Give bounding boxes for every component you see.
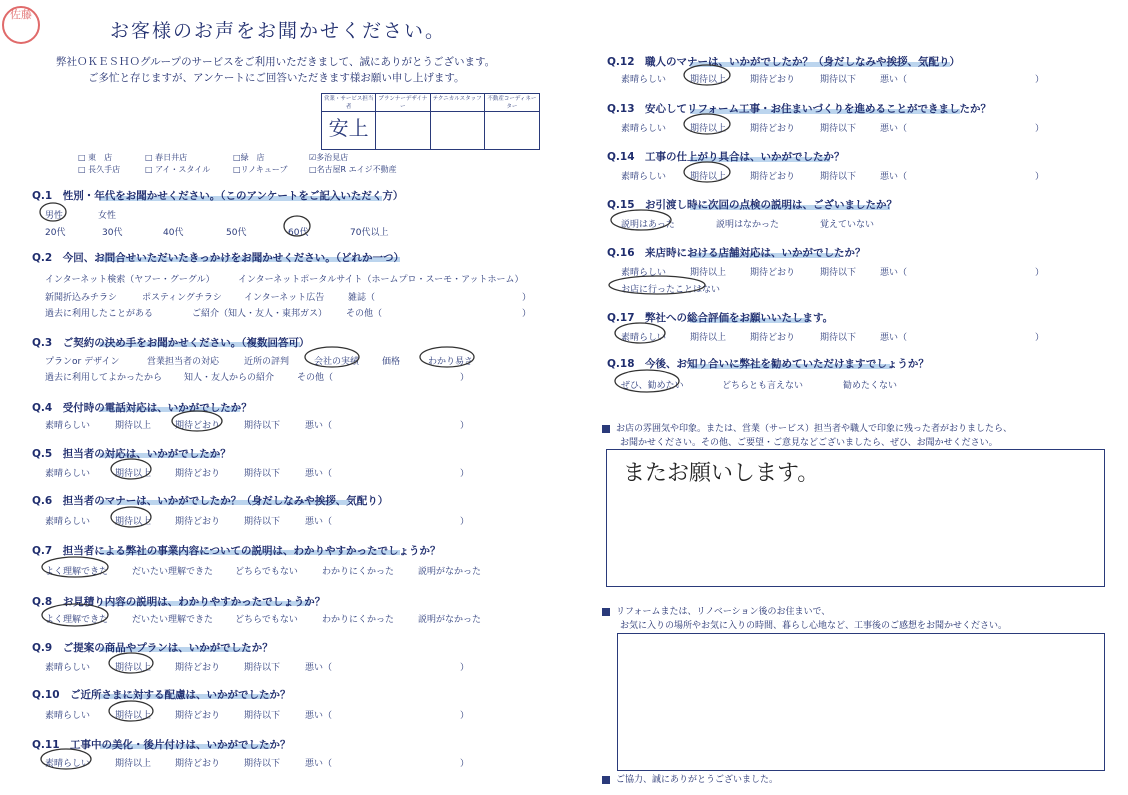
- circle-q12-above: [684, 65, 730, 85]
- q13-rating-bad[interactable]: 悪い（: [880, 124, 908, 134]
- question-4: Q.4 受付時の電話対応は、いかがでしたか？: [32, 402, 252, 414]
- staff-header-realestate: 不動産コーディネーター: [485, 94, 539, 112]
- q8-option-neutral[interactable]: どちらでもない: [235, 615, 298, 625]
- q11-rating-bad[interactable]: 悪い（: [305, 759, 333, 769]
- q5-rating-excellent[interactable]: 素晴らしい: [45, 469, 91, 479]
- question-2: Q.2 今回、お問合せいただいたきっかけをお聞かせください。（どれか一つ）: [32, 252, 404, 264]
- q9-rating-above[interactable]: 期待以上: [115, 663, 152, 673]
- q9-rating-bad[interactable]: 悪い（: [305, 663, 333, 673]
- store-checkbox-2[interactable]: □ 春日井店: [145, 153, 188, 162]
- circle-q7-understood: [42, 557, 108, 577]
- q15-option-yes[interactable]: 説明はあった: [621, 220, 675, 230]
- circle-q3-track-record: [305, 347, 359, 367]
- q6-rating-bad[interactable]: 悪い（: [305, 517, 333, 527]
- closing-message: ご協力、誠にありがとうございました。: [602, 772, 778, 785]
- q16-rating-excellent[interactable]: 素晴らしい: [621, 268, 667, 278]
- q9-rating-excellent[interactable]: 素晴らしい: [45, 663, 91, 673]
- q3-option-other[interactable]: その他（: [297, 373, 334, 383]
- q3-option-track-record[interactable]: 会社の実績: [314, 357, 360, 367]
- q11-rating-excellent[interactable]: 素晴らしい: [45, 759, 91, 769]
- q17-rating-below[interactable]: 期待以下: [820, 333, 857, 343]
- q6-bad-close: ）: [460, 517, 470, 527]
- q16-bad-close: ）: [1035, 268, 1045, 278]
- circle-q10-above: [109, 701, 153, 721]
- q13-rating-excellent[interactable]: 素晴らしい: [621, 124, 667, 134]
- intro-line-2: ご多忙と存じますが、アンケートにご回答いただきます様お願い申し上げます。: [88, 72, 465, 84]
- question-17: Q.17 弊社への総合評価をお願いいたします。: [607, 312, 834, 324]
- staff-header-planner: プランナーデザイナー: [376, 94, 430, 112]
- q4-rating-excellent[interactable]: 素晴らしい: [45, 421, 91, 431]
- q3-other-close: ）: [460, 373, 470, 383]
- store-checkbox-7[interactable]: □リノキューブ: [233, 165, 288, 174]
- q1-option-male[interactable]: 男性: [45, 211, 64, 221]
- q12-rating-excellent[interactable]: 素晴らしい: [621, 75, 667, 85]
- q2-option-posting[interactable]: ポスティングチラシ: [142, 293, 222, 303]
- q2-magazine-close: ）: [522, 293, 532, 303]
- q13-rating-above[interactable]: 期待以上: [690, 124, 727, 134]
- q1-age-70s[interactable]: 70代以上: [350, 228, 389, 238]
- circle-q3-clarity: [420, 347, 474, 367]
- circle-q6-above: [111, 507, 151, 527]
- circle-q15-yes: [611, 210, 671, 230]
- q14-rating-bad[interactable]: 悪い（: [880, 172, 908, 182]
- q3-option-staff[interactable]: 営業担当者の対応: [147, 357, 220, 367]
- seal-stamp: 佐藤: [2, 6, 40, 44]
- intro-line-1: 弊社ＯＫＥＳＨＯグループのサービスをご利用いただきまして、誠にありがとうございます。: [56, 56, 496, 68]
- q3-option-clarity[interactable]: わかり易さ: [428, 357, 474, 367]
- q1-age-50s[interactable]: 50代: [226, 228, 247, 238]
- q11-bad-close: ）: [460, 759, 470, 769]
- staff-header-sales: 営業・サービス担当者: [322, 94, 376, 112]
- q17-rating-bad[interactable]: 悪い（: [880, 333, 908, 343]
- q10-rating-bad[interactable]: 悪い（: [305, 711, 333, 721]
- comment1-prompt-line-2: お聞かせください。その他、ご要望・ご意見などございましたら、ぜひ、お聞かせください。: [620, 438, 998, 448]
- circle-q5-above: [111, 459, 151, 479]
- store-checkbox-5[interactable]: □ 長久手店: [78, 165, 121, 174]
- q3-option-reputation[interactable]: 近所の評判: [244, 357, 290, 367]
- question-10: Q.10 ご近所さまに対する配慮は、いかがでしたか？: [32, 689, 291, 701]
- circle-q1-60s: [284, 216, 310, 236]
- store-checkbox-8[interactable]: □名古屋R エイジ不動産: [309, 165, 397, 174]
- store-checkbox-4[interactable]: ☑多治見店: [309, 153, 349, 162]
- q10-rating-expected[interactable]: 期待どおり: [175, 711, 221, 721]
- comment2-prompt-line-1: リフォームまたは、リノベーション後のお住まいで、: [602, 604, 830, 617]
- q13-rating-below[interactable]: 期待以下: [820, 124, 857, 134]
- circle-q17-excellent: [615, 323, 665, 343]
- question-14: Q.14 工事の仕上がり具合は、いかがでしたか？: [607, 151, 845, 163]
- q3-option-acquaintance[interactable]: 知人・友人からの紹介: [184, 373, 275, 383]
- q3-option-price[interactable]: 価格: [382, 357, 401, 367]
- question-6: Q.6 担当者のマナーは、いかがでしたか？（身だしなみや挨拶、気配り）: [32, 495, 389, 507]
- q4-rating-expected[interactable]: 期待どおり: [175, 421, 221, 431]
- q11-rating-expected[interactable]: 期待どおり: [175, 759, 221, 769]
- q14-rating-expected[interactable]: 期待どおり: [750, 172, 796, 182]
- comment1-answer: またお願いします。: [623, 461, 820, 486]
- q18-option-neutral[interactable]: どちらとも言えない: [722, 381, 804, 391]
- q10-rating-excellent[interactable]: 素晴らしい: [45, 711, 91, 721]
- q4-rating-bad[interactable]: 悪い（: [305, 421, 333, 431]
- q2-option-past-use[interactable]: 過去に利用したことがある: [45, 309, 154, 319]
- q4-rating-below[interactable]: 期待以下: [244, 421, 281, 431]
- q16-rating-below[interactable]: 期待以下: [820, 268, 857, 278]
- q5-rating-below[interactable]: 期待以下: [244, 469, 281, 479]
- question-15: Q.15 お引渡し時に次回の点検の説明は、ございましたか？: [607, 199, 898, 211]
- circle-q13-above: [684, 114, 730, 134]
- question-12: Q.12 職人のマナーは、いかがでしたか？（身だしなみや挨拶、気配り）: [607, 56, 961, 68]
- circle-q4-expected: [172, 411, 222, 431]
- question-7: Q.7 担当者による弊社の事業内容についての説明は、わかりやすかったでしょうか？: [32, 545, 441, 557]
- q12-rating-above[interactable]: 期待以上: [690, 75, 727, 85]
- staff-value-sales[interactable]: 安上: [322, 112, 376, 149]
- q15-option-dont-remember[interactable]: 覚えていない: [820, 220, 875, 230]
- q8-option-mostly[interactable]: だいたい理解できた: [132, 615, 214, 625]
- q4-rating-above[interactable]: 期待以上: [115, 421, 152, 431]
- q5-bad-close: ）: [460, 469, 470, 479]
- q16-rating-bad[interactable]: 悪い（: [880, 268, 908, 278]
- q7-option-understood[interactable]: よく理解できた: [45, 567, 109, 577]
- q9-bad-close: ）: [460, 663, 470, 673]
- q7-option-none[interactable]: 説明がなかった: [418, 567, 482, 577]
- circle-q14-above: [684, 162, 730, 182]
- q18-option-not-recommend[interactable]: 勧めたくない: [843, 381, 898, 391]
- q10-rating-above[interactable]: 期待以上: [115, 711, 152, 721]
- q17-rating-expected[interactable]: 期待どおり: [750, 333, 796, 343]
- q11-rating-above[interactable]: 期待以上: [115, 759, 152, 769]
- q12-rating-bad[interactable]: 悪い（: [880, 75, 908, 85]
- q7-option-neutral[interactable]: どちらでもない: [235, 567, 298, 577]
- q6-rating-below[interactable]: 期待以下: [244, 517, 281, 527]
- q10-bad-close: ）: [460, 711, 470, 721]
- page-title: お客様のお声をお聞かせください。: [110, 20, 447, 42]
- comment2-prompt-line-2: お気に入りの場所やお気に入りの時間、暮らし心地など、工事後のご感想をお聞かせください。: [620, 621, 1008, 631]
- circle-q11-excellent: [41, 749, 91, 769]
- q16-rating-expected[interactable]: 期待どおり: [750, 268, 796, 278]
- q14-rating-above[interactable]: 期待以上: [690, 172, 727, 182]
- q2-option-magazine[interactable]: 雑誌（: [348, 293, 376, 303]
- store-checkbox-1[interactable]: □ 東 店: [78, 153, 113, 162]
- q3-option-plan[interactable]: プランor デザイン: [45, 357, 120, 367]
- q2-option-other[interactable]: その他（: [346, 309, 383, 319]
- q7-option-unclear[interactable]: わかりにくかった: [322, 567, 395, 577]
- q8-option-unclear[interactable]: わかりにくかった: [322, 615, 395, 625]
- question-8: Q.8 お見積り内容の説明は、わかりやすかったでしょうか？: [32, 596, 326, 608]
- q11-rating-below[interactable]: 期待以下: [244, 759, 281, 769]
- question-3: Q.3 ご契約の決め手をお聞かせください。（複数回答可）: [32, 337, 310, 349]
- q2-option-referral[interactable]: ご紹介（知人・友人・東邦ガス）: [192, 309, 328, 319]
- store-checkbox-6[interactable]: □ アイ・スタイル: [145, 165, 211, 174]
- q2-option-web-ad[interactable]: インターネット広告: [244, 293, 325, 303]
- q2-option-portal[interactable]: インターネットポータルサイト（ホームプロ・スーモ・アットホーム）: [238, 275, 524, 285]
- q1-option-female[interactable]: 女性: [98, 211, 117, 221]
- q2-other-close: ）: [522, 309, 532, 319]
- q1-age-40s[interactable]: 40代: [163, 228, 184, 238]
- q1-age-20s[interactable]: 20代: [45, 228, 66, 238]
- q14-bad-close: ）: [1035, 172, 1045, 182]
- question-16: Q.16 来店時における店舗対応は、いかがでしたか？: [607, 247, 866, 259]
- q5-rating-bad[interactable]: 悪い（: [305, 469, 333, 479]
- q15-option-no[interactable]: 説明はなかった: [716, 220, 780, 230]
- q16-option-never-visited[interactable]: お店に行ったことはない: [621, 285, 721, 295]
- q12-rating-expected[interactable]: 期待どおり: [750, 75, 796, 85]
- q10-rating-below[interactable]: 期待以下: [244, 711, 281, 721]
- q13-bad-close: ）: [1035, 124, 1045, 134]
- q13-rating-expected[interactable]: 期待どおり: [750, 124, 796, 134]
- question-5: Q.5 担当者の対応は、いかがでしたか？: [32, 448, 231, 460]
- circle-q9-above: [109, 653, 153, 673]
- q1-age-60s[interactable]: 60代: [288, 228, 309, 238]
- q1-age-30s[interactable]: 30代: [102, 228, 123, 238]
- q8-option-understood[interactable]: よく理解できた: [45, 615, 109, 625]
- q14-rating-below[interactable]: 期待以下: [820, 172, 857, 182]
- question-11: Q.11 工事中の美化・後片付けは、いかがでしたか？: [32, 739, 291, 751]
- circle-q16-never-visited: [609, 276, 705, 294]
- comment1-prompt-line-1: お店の雰囲気や印象。または、営業（サービス）担当者や職人で印象に残った者がおりましたら、: [602, 421, 1012, 434]
- q12-bad-close: ）: [1035, 75, 1045, 85]
- q9-rating-below[interactable]: 期待以下: [244, 663, 281, 673]
- q6-rating-expected[interactable]: 期待どおり: [175, 517, 221, 527]
- q17-rating-above[interactable]: 期待以上: [690, 333, 727, 343]
- circle-q18-recommend: [615, 370, 679, 392]
- store-checkbox-3[interactable]: □緑 店: [233, 153, 265, 162]
- question-18: Q.18 今後、お知り合いに弊社を勧めていただけますでしょうか？: [607, 358, 929, 370]
- q3-option-past-good[interactable]: 過去に利用してよかったから: [45, 373, 163, 383]
- q2-option-search[interactable]: インターネット検索（ヤフー・グーグル）: [45, 275, 215, 285]
- question-1: Q.1 性別・年代をお聞かせください。（このアンケートをご記入いただく方）: [32, 190, 404, 202]
- q18-option-recommend[interactable]: ぜひ、勧めたい: [621, 381, 684, 391]
- q6-rating-above[interactable]: 期待以上: [115, 517, 152, 527]
- q9-rating-expected[interactable]: 期待どおり: [175, 663, 221, 673]
- q7-option-mostly[interactable]: だいたい理解できた: [132, 567, 214, 577]
- q5-rating-expected[interactable]: 期待どおり: [175, 469, 221, 479]
- q17-bad-close: ）: [1035, 333, 1045, 343]
- staff-header-technical: テクニカルスタッフ: [431, 94, 485, 112]
- q16-rating-above[interactable]: 期待以上: [690, 268, 727, 278]
- q12-rating-below[interactable]: 期待以下: [820, 75, 857, 85]
- q2-option-flyer[interactable]: 新聞折込みチラシ: [45, 293, 118, 303]
- q8-option-none[interactable]: 説明がなかった: [418, 615, 482, 625]
- q14-rating-excellent[interactable]: 素晴らしい: [621, 172, 667, 182]
- q4-bad-close: ）: [460, 421, 470, 431]
- circle-q8-understood: [42, 604, 108, 626]
- q6-rating-excellent[interactable]: 素晴らしい: [45, 517, 91, 527]
- question-13: Q.13 安心してリフォーム工事・お住まいづくりを進めることができましたか？: [607, 103, 992, 115]
- q17-rating-excellent[interactable]: 素晴らしい: [621, 333, 667, 343]
- circle-q1-male: [40, 203, 66, 221]
- question-9: Q.9 ご提案の商品やプランは、いかがでしたか？: [32, 642, 273, 654]
- q5-rating-above[interactable]: 期待以上: [115, 469, 152, 479]
